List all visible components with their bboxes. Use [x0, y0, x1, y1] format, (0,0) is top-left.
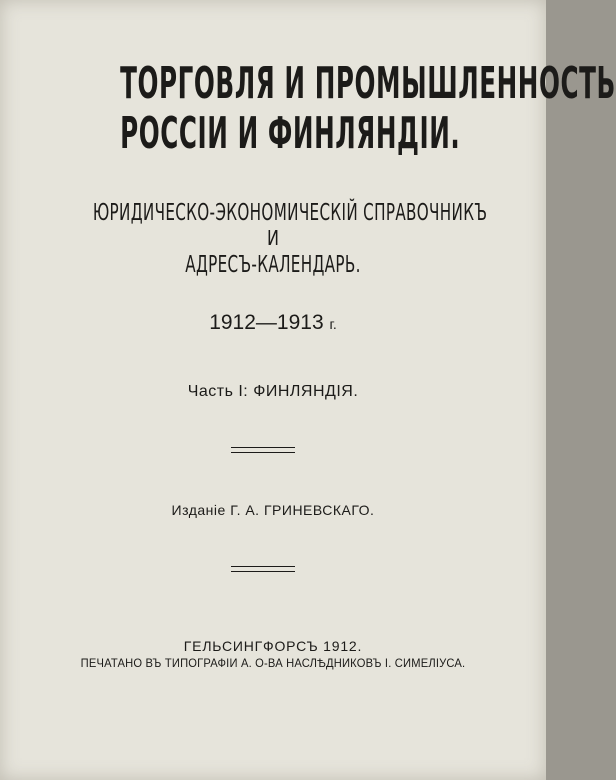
divider-rule-bottom-2 [231, 571, 295, 572]
imprint-city-year: ГЕЛЬСИНГФОРСЪ 1912. [183, 638, 363, 654]
divider-rule-bottom [231, 452, 295, 453]
divider-rule-top-2 [231, 566, 295, 567]
imprint-printer: ПЕЧАТАНО ВЪ ТИПОГРАФІИ А. О-ВА НАСЛѢДНИКОВЪ І. СИМЕЛІУСА. [80, 656, 466, 670]
subtitle-line-1: ЮРИДИЧЕСКО-ЭКОНОМИЧЕСКІЙ СПРАВОЧНИКЪ [92, 200, 488, 226]
subtitle-conjunction: И [267, 226, 279, 250]
years-suffix: г. [329, 316, 337, 332]
publication-years [0, 311, 546, 336]
main-title-line-2: РОССІИ И ФИНЛЯНДІИ. [120, 108, 461, 159]
subtitle-line-2: АДРЕСЪ-КАЛЕНДАРЬ. [185, 252, 361, 278]
part-heading: Часть I: ФИНЛЯНДІЯ. [187, 383, 359, 400]
divider-rule-top [231, 447, 295, 448]
publisher-line: Изданіе Г. А. ГРИНЕВСКАГО. [171, 502, 375, 518]
years-range: 1912—1913 [209, 311, 324, 334]
main-title-line-1: ТОРГОВЛЯ И ПРОМЫШЛЕННОСТЬ [120, 58, 616, 109]
